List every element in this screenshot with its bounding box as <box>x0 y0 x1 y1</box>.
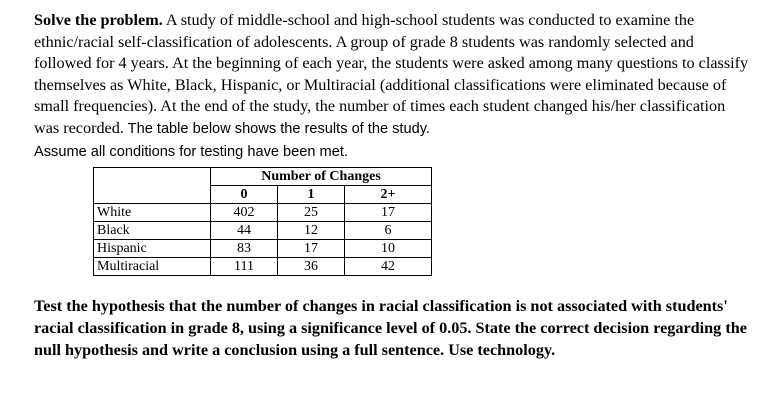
table-cell: 42 <box>345 258 432 276</box>
hypothesis-question: Test the hypothesis that the number of changes in racial classification is not associated with students' racial classification in grade 8, using a significance level of 0.05. State the correct decision regarding the null hypothesis and write a conclusion using a full sentence. Use technology. <box>34 297 747 359</box>
column-header-1: 1 <box>278 186 345 204</box>
assumption-text: Assume all conditions for testing have been met. <box>34 144 348 160</box>
row-label: White <box>94 204 211 222</box>
problem-body: A study of middle-school and high-school students was conducted to examine the ethnic/racial self-classification of adolescents. A group of grade 8 students was randomly selected and followed for 4 years. At the beginning of each year, the students were asked among many questions to classify themselves as White, Black, Hispanic, or Multiracial (additional classifications were eliminated because of small frequencies). At the end of the study, the number of times each student changed his/her classification was recorded. <box>34 11 749 137</box>
row-label: Multiracial <box>94 258 211 276</box>
problem-statement <box>34 10 754 141</box>
problem-heading: Solve the problem. <box>34 11 163 29</box>
table-cell: 111 <box>211 258 278 276</box>
table-cell: 36 <box>278 258 345 276</box>
column-header-2plus: 2+ <box>345 186 432 204</box>
table-cell: 12 <box>278 222 345 240</box>
table-row <box>94 258 432 276</box>
row-label: Hispanic <box>94 240 211 258</box>
row-label: Black <box>94 222 211 240</box>
table-cell: 6 <box>345 222 432 240</box>
table-group-header-row <box>94 168 432 186</box>
table-row <box>94 240 432 258</box>
table-cell: 83 <box>211 240 278 258</box>
table-row <box>94 204 432 222</box>
table-intro-text: The table below shows the results of the study. <box>123 120 430 137</box>
table-cell: 25 <box>278 204 345 222</box>
results-table <box>93 167 432 276</box>
table-cell: 17 <box>345 204 432 222</box>
table-row <box>94 222 432 240</box>
table-cell: 17 <box>278 240 345 258</box>
table-cell: 44 <box>211 222 278 240</box>
table-corner-cell <box>94 168 211 204</box>
column-header-0: 0 <box>211 186 278 204</box>
table-cell: 402 <box>211 204 278 222</box>
table-cell: 10 <box>345 240 432 258</box>
number-of-changes-header: Number of Changes <box>211 168 432 186</box>
